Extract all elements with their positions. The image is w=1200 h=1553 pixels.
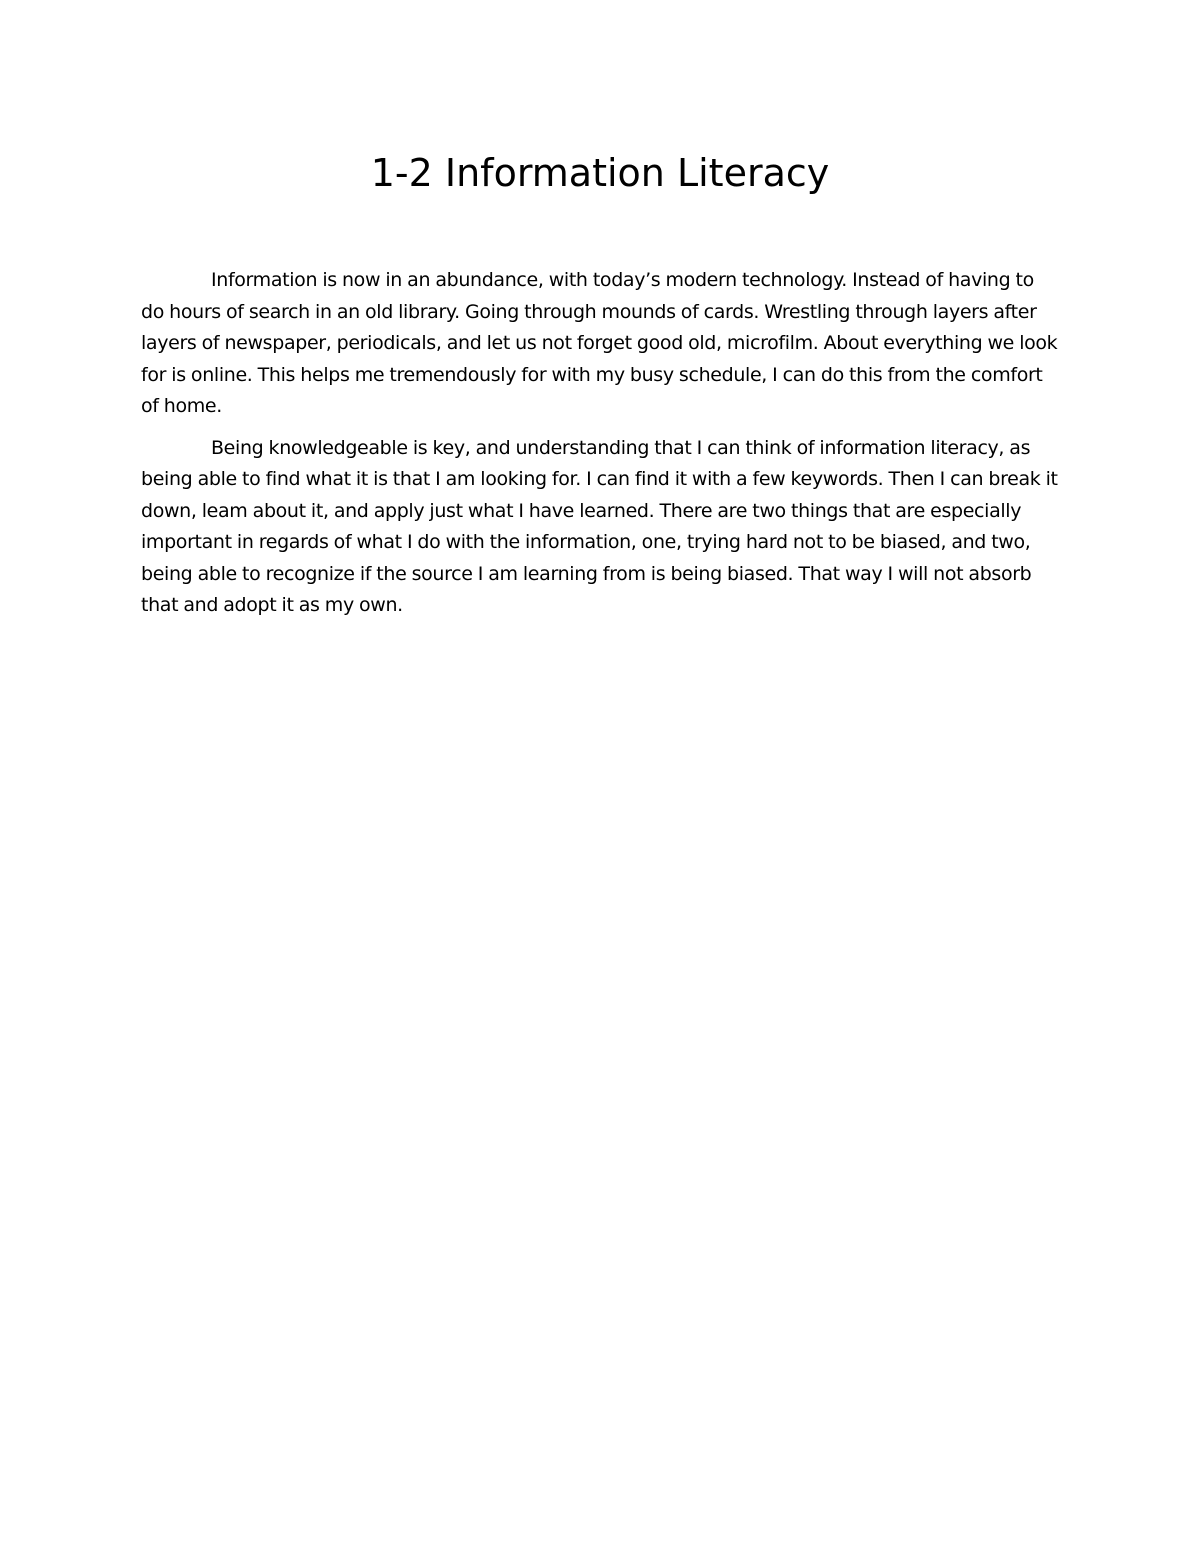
document-body bbox=[141, 265, 1061, 632]
paragraph-2: Being knowledgeable is key, and understanding that I can think of information literacy, as being able to find what it is that I am looking for. I can find it with a few keywords. Then I can break it down, leam about it, and apply just what I have learned. There are two things that are especially important in regards of what I do with the information, one, trying hard not to be biased, and two, being able to recognize if the source I am learning from is being biased. That way I will not absorb that and adopt it as my own. bbox=[141, 436, 1058, 616]
paragraph-1: Information is now in an abundance, with today’s modern technology. Instead of having to do hours of search in an old library. Going through mounds of cards. Wrestling through layers after layers of newspaper, periodicals, and let us not forget good old, microfilm. About everything we look for is online. This helps me tremendously for with my busy schedule, I can do this from the comfort of home. bbox=[141, 269, 1058, 417]
document-title: 1-2 Information Literacy bbox=[370, 151, 830, 195]
